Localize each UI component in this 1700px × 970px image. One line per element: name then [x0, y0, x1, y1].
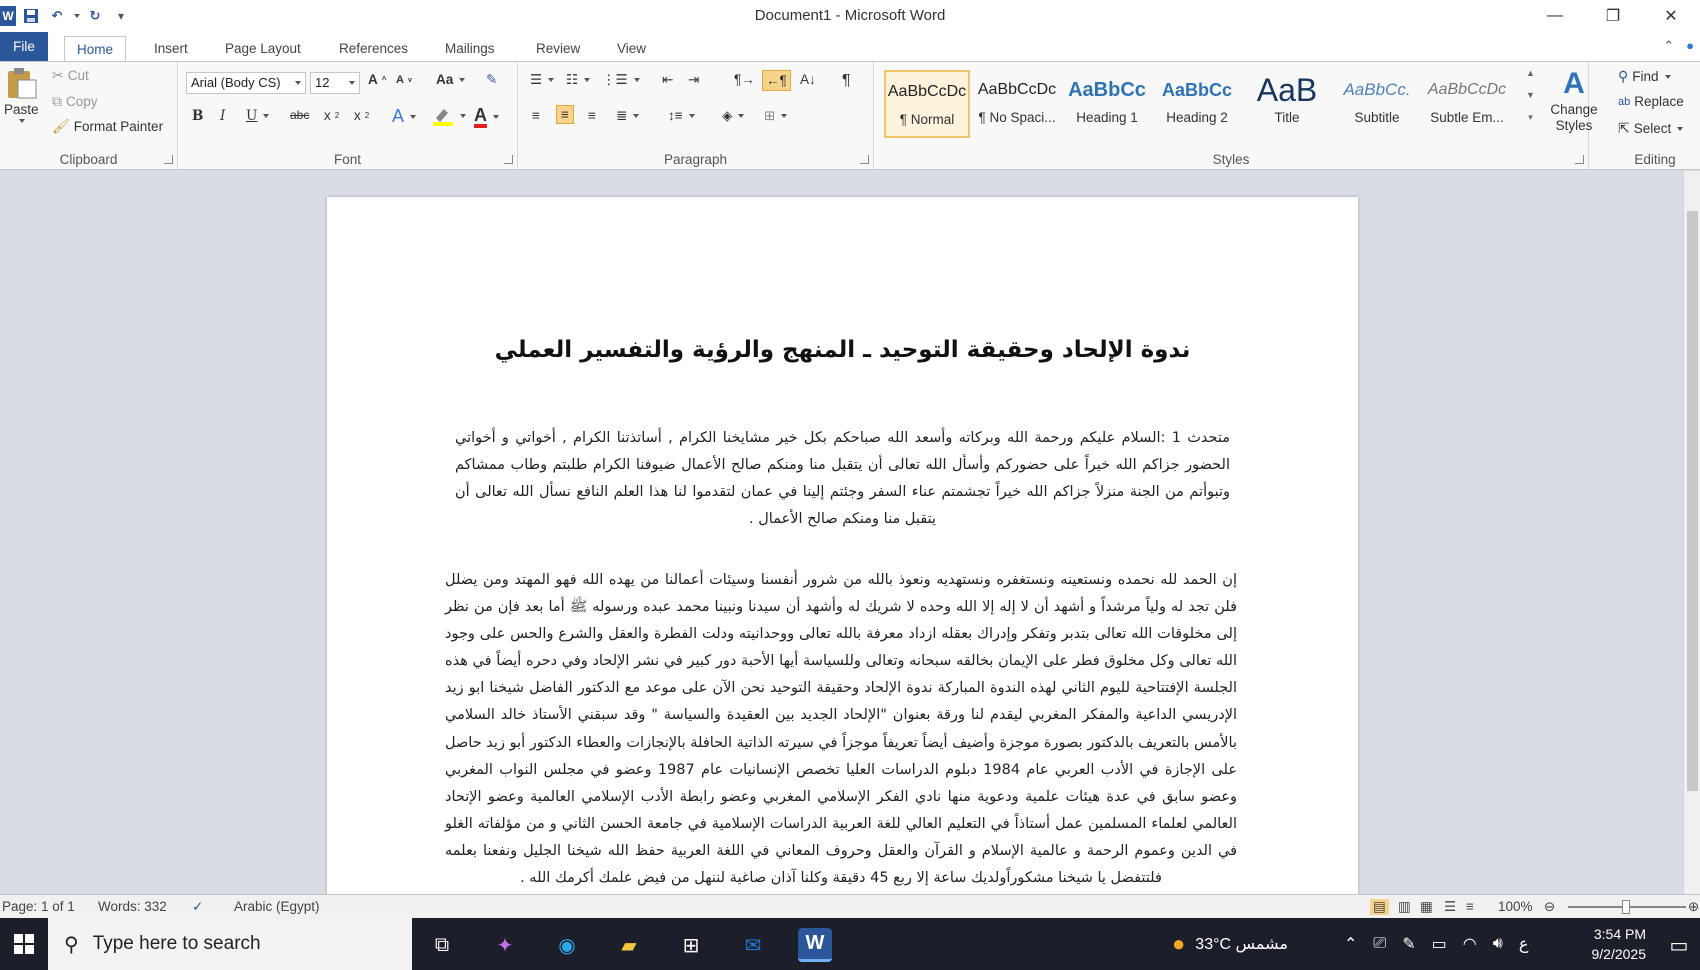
zoom-out-icon[interactable]: ⊖ [1544, 899, 1556, 914]
font-name-value: Arial (Body CS) [191, 75, 281, 90]
tab-mailings[interactable]: Mailings [445, 41, 495, 56]
language-indicator[interactable]: Arabic (Egypt) [234, 899, 320, 914]
select-button[interactable] [1618, 120, 1683, 137]
outline-icon[interactable]: ☰ [1444, 899, 1457, 914]
numbering-icon[interactable]: ☷ [566, 72, 590, 88]
decrease-indent-icon[interactable]: ⇤ [662, 72, 674, 87]
battery-icon[interactable]: ▭ [1431, 936, 1447, 953]
sun-icon: ● [1172, 931, 1186, 956]
ribbon [0, 61, 1700, 170]
highlight-icon[interactable] [432, 106, 466, 126]
style-name: Title [1274, 110, 1300, 125]
font-size-combo[interactable] [310, 72, 360, 94]
styles-group-label: Styles [1212, 152, 1250, 167]
zoom-slider-thumb[interactable] [1622, 900, 1630, 914]
sort-icon[interactable]: A↓ [800, 72, 816, 87]
styles-gallery-scroll[interactable] [1526, 68, 1535, 123]
word-count[interactable]: Words: 332 [98, 899, 167, 914]
copy-label: Copy [66, 94, 98, 109]
chevron-down-icon [295, 81, 301, 85]
clipboard-launcher-icon[interactable] [164, 155, 173, 164]
styles-launcher-icon[interactable] [1575, 155, 1584, 164]
shading-icon[interactable]: ◈ [722, 108, 744, 124]
outlook-icon[interactable]: ✉ [744, 934, 762, 957]
document-page[interactable] [327, 197, 1358, 894]
align-center-icon[interactable]: ≡ [556, 105, 574, 124]
justify-icon[interactable]: ≣ [616, 108, 639, 124]
bullets-icon[interactable]: ☰ [530, 72, 554, 88]
change-styles-button[interactable] [1544, 66, 1604, 134]
word-taskbar-icon[interactable]: W [798, 928, 832, 962]
wifi-icon[interactable]: ◠ [1462, 936, 1477, 953]
copy-button[interactable] [52, 93, 98, 110]
scrollbar-thumb[interactable] [1687, 211, 1698, 791]
paste-label: Paste [4, 102, 39, 117]
style-normal[interactable] [884, 70, 970, 138]
vertical-scrollbar[interactable] [1683, 171, 1700, 894]
editing-group-label: Editing [1634, 152, 1676, 167]
find-button[interactable] [1618, 68, 1671, 85]
file-explorer-icon[interactable]: ▰ [621, 934, 637, 957]
format-painter-label: Format Painter [73, 119, 164, 134]
clock-date: 9/2/2025 [1591, 946, 1646, 962]
page-count[interactable]: Page: 1 of 1 [2, 899, 75, 914]
underline-icon[interactable]: U [246, 108, 269, 124]
style-heading-2[interactable] [1154, 70, 1240, 138]
input-language[interactable]: ع [1518, 936, 1529, 953]
style-sample: AaB [1256, 72, 1318, 108]
align-left-icon[interactable]: ≡ [532, 108, 540, 123]
paragraph-group [518, 62, 874, 170]
copilot-icon[interactable]: ✦ [496, 934, 514, 957]
search-icon: ⚲ [64, 933, 79, 956]
rtl-paragraph-icon[interactable]: ←¶ [762, 70, 791, 91]
web-layout-icon[interactable]: ▦ [1420, 899, 1433, 914]
proofing-icon[interactable]: ✓ [192, 899, 204, 914]
paintbrush-icon: 🖌 [52, 118, 70, 134]
styles-group [874, 62, 1598, 170]
document-heading[interactable]: ندوة الإلحاد وحقيقة التوحيد ـ المنهج والرؤية والتفسير العملي [494, 337, 1191, 363]
replace-label: Replace [1634, 94, 1684, 109]
document-paragraph-1[interactable]: متحدث 1 :السلام عليكم ورحمة الله وبركاته وأسعد الله صباحكم بكل خير مشايخنا الكرام , أساتذتنا الكرام , أخواتي و أخواتي الحضور جزاكم الله خيراً على حضوركم وأسأل الله تعالى أن يتقبل منا ومنكم صالح الأعمال ضيوفنا الكرام طلبتم وطاب ممشاكم وتبوأتم من الجنة منزلاً جزاكم الله خيراً تجشمتم عناء السفر وجئتم إلينا في عمان لتقدموا لنا هذا العلم النافع نسأل الله تعالى أن يتقبل منا ومنكم صالح الأعمال . [455, 430, 1230, 527]
style-name: Subtitle [1354, 110, 1400, 125]
style-name: Subtle Em... [1430, 110, 1504, 125]
editing-group [1610, 62, 1700, 170]
redo-icon[interactable]: ↻ [89, 8, 101, 23]
cut-button[interactable] [52, 67, 89, 84]
clock[interactable] [1592, 924, 1647, 964]
font-group-label: Font [333, 152, 361, 167]
chevron-down-icon [349, 81, 355, 85]
more-styles-icon[interactable]: ▾ [1528, 112, 1533, 122]
font-color-icon[interactable]: A [474, 106, 499, 128]
cut-label: Cut [67, 68, 89, 83]
microsoft-store-icon[interactable]: ⊞ [682, 934, 700, 957]
print-layout-icon[interactable]: ▤ [1370, 899, 1389, 915]
chevron-up-icon[interactable]: ▲ [1526, 68, 1535, 78]
word-app-icon[interactable]: W [0, 6, 16, 26]
binoculars-icon: ⚲ [1618, 68, 1629, 84]
replace-button[interactable] [1618, 94, 1684, 109]
customize-qat-icon[interactable]: ▾ [117, 9, 125, 23]
grow-font-icon[interactable]: A ^ [368, 72, 387, 87]
paste-icon [4, 66, 38, 100]
search-placeholder: Type here to search [92, 933, 261, 954]
document-paragraph-2[interactable]: إن الحمد لله نحمده ونستعينه ونستغفره ونستهديه ونعوذ بالله من شرور أنفسنا وسيئات أعمالنا من يهده الله فهو المهتد ومن يضلل فلن تجد له ولياً مرشداً و أشهد أن لا إله إلا الله وحده لا شريك له وأشهد أن سيدنا ونبينا محمد عبده ورسوله ﷺ أما بعد فإن من نظر إلى مخلوقات الله تعالى بتدبر وتفكر وإدراك بعقله ازداد معرفة بالله تعالى ووحدانيته ودلت الفطرة والعقل والشرع والحس على وجود الله تعالى وكل مخلوق فطر على الإيمان بخالقه سبحانه وتعالى وللسياسة أيها الأحبة دور كبير في نشر الإلحاد وفي دحره أيضاً في هذه الجلسة الإفتتاحية لليوم الثاني لهذه الندوة المباركة ندوة الإلحاد وحقيقة التوحيد نحن الآن على موعد مع الدكتور الفاضل شيخنا ابو زيد الإدريسي الداعية والمفكر المغربي ليقدم لنا ورقة بعنوان "الإلحاد الجديد بين العقيدة والسياسة " وقد سبقني الأستاذ خالد السلامي بالأمس بالتعريف بالدكتور بصورة موجزة وأضيف أيضاً تعريفاً موجزاً في سيرته الذاتية الحافلة بالإنجازات والعطاء الدكتور أبو زيد حاصل على الإجازة في الأدب العربي عام 1984 دبلوم الدراسات العليا تخصص الإنسانيات عام 1987 وعضو في مجلس النواب المغربي وعضو سابق في عدة هيئات علمية ودعوية منها نادي الفكر الإسلامي المغربي وعضو رابطة الأدب الإسلامي العالمية وعضو الإتحاد العالمي لعلماء المسلمين عمل أستاذاً في التعليم العالي للغة العربية الدراسات الإسلامية في جامعة الحسن الثاني و من مؤلفاته الغلو في الدين وعموم الرحمة و عالمية الإسلام و القرآن والعقل وحروف المعاني في اللغة العربية حفظ الله شيخنا الجليل ونفعنا بعلمه فلتتفضل يا شيخنا مشكوراًولديك ساعة إلا ربع 45 دقيقة وكلنا آذان صاغية لننهل من فيض علمك أكرمك الله . [445, 572, 1237, 887]
font-launcher-icon[interactable] [504, 155, 513, 164]
style-name: Heading 2 [1166, 110, 1228, 125]
chevron-down-icon[interactable]: ▼ [1526, 90, 1535, 100]
change-styles-label: Change Styles [1550, 102, 1598, 133]
show-formatting-marks-icon[interactable]: ¶ [842, 72, 851, 89]
status-bar [0, 894, 1700, 918]
notifications-icon[interactable]: ▭ [1669, 934, 1689, 957]
multilevel-list-icon[interactable]: ⋮☰ [602, 72, 640, 88]
minimize-icon[interactable]: — [1547, 7, 1563, 24]
full-screen-reading-icon[interactable]: ▥ [1398, 899, 1411, 914]
undo-icon[interactable]: ↶ [51, 8, 63, 23]
subscript-icon[interactable]: x 2 [324, 108, 340, 123]
text-effects-icon[interactable]: A [392, 106, 416, 127]
system-tray [1344, 918, 1528, 970]
style-sample: AaBbCcDc [1427, 81, 1507, 98]
font-size-value: 12 [315, 75, 330, 90]
cursor-icon: ⇱ [1618, 120, 1630, 136]
style-subtitle[interactable] [1334, 70, 1420, 138]
style-name: ¶ No Spaci... [978, 110, 1056, 125]
task-view-icon[interactable]: ⧉ [434, 933, 450, 956]
find-label: Find [1632, 69, 1659, 84]
paragraph-launcher-icon[interactable] [860, 155, 869, 164]
style-sample: AaBbCcDc [977, 81, 1057, 98]
tab-references[interactable]: References [339, 41, 409, 56]
restore-icon[interactable]: ❐ [1605, 8, 1621, 25]
style-name: Heading 1 [1076, 110, 1138, 125]
clock-time: 3:54 PM [1593, 926, 1646, 942]
paste-button[interactable] [4, 66, 39, 123]
minimize-ribbon-icon[interactable]: ⌃ [1663, 38, 1675, 53]
superscript-icon[interactable]: x 2 [354, 108, 370, 123]
pen-menu-icon[interactable]: ✎ [1402, 936, 1416, 953]
increase-indent-icon[interactable]: ⇥ [688, 72, 700, 87]
strikethrough-icon[interactable]: abc [290, 108, 310, 122]
bold-icon[interactable]: B [192, 108, 204, 124]
tab-view[interactable]: View [617, 41, 647, 56]
zoom-in-icon[interactable]: ⊕ [1688, 899, 1700, 914]
ribbon-tabs [0, 32, 1700, 62]
paragraph-group-label: Paragraph [663, 152, 728, 167]
weather-widget[interactable] [1172, 918, 1288, 970]
close-icon[interactable]: ✕ [1664, 8, 1678, 25]
windows-start-icon[interactable] [0, 918, 48, 970]
chevron-up-icon[interactable]: ⌃ [1344, 936, 1358, 953]
volume-icon[interactable]: 🔊︎ [1492, 935, 1503, 952]
tab-home[interactable]: Home [64, 36, 126, 62]
borders-icon[interactable]: ⊞ [764, 108, 787, 124]
shrink-font-icon[interactable]: A v [396, 74, 412, 86]
format-painter-button[interactable] [52, 118, 163, 135]
document-area [0, 171, 1700, 894]
align-right-icon[interactable]: ≡ [588, 108, 596, 123]
style-subtle-emphasis[interactable] [1424, 70, 1510, 138]
change-styles-icon: A [1563, 67, 1585, 100]
scissors-icon: ✂ [52, 67, 64, 83]
style-sample: AaBbCc [1161, 80, 1232, 100]
style-sample: AaBbCc [1068, 79, 1146, 101]
clear-formatting-icon[interactable]: ✎ [486, 72, 498, 87]
line-spacing-icon[interactable]: ↕≡ [668, 108, 695, 123]
font-name-combo[interactable] [186, 72, 306, 94]
font-group [178, 62, 518, 170]
change-case-icon[interactable]: Aa [436, 72, 465, 87]
style-name: ¶ Normal [899, 112, 955, 127]
edge-browser-icon[interactable]: ◉ [558, 934, 576, 957]
style-heading-1[interactable] [1064, 70, 1150, 138]
taskbar-search-box[interactable] [48, 918, 412, 970]
draft-icon[interactable]: ≡ [1466, 899, 1474, 914]
tab-insert[interactable]: Insert [154, 41, 188, 56]
paste-dropdown-icon[interactable] [19, 119, 25, 123]
style-title[interactable] [1244, 70, 1330, 138]
tab-file[interactable]: File [0, 32, 48, 62]
select-label: Select [1633, 121, 1672, 136]
italic-icon[interactable]: I [220, 108, 226, 124]
weather-text: 33°C مشمس [1195, 936, 1288, 953]
clipboard-group [0, 62, 178, 170]
ribbon-controls [1663, 38, 1694, 54]
copy-icon: ⧉ [52, 93, 62, 109]
meet-now-icon[interactable]: ⎚ [1373, 935, 1387, 952]
help-icon[interactable]: ● [1686, 38, 1694, 53]
window-controls [1526, 0, 1700, 32]
tab-review[interactable]: Review [536, 41, 581, 56]
style-no-spacing[interactable] [974, 70, 1060, 138]
ltr-paragraph-icon[interactable]: ¶→ [734, 72, 755, 87]
style-sample: AaBbCcDc [887, 83, 967, 100]
window-title: Document1 - Microsoft Word [754, 7, 946, 24]
tab-page-layout[interactable]: Page Layout [225, 41, 301, 56]
replace-icon: ab [1618, 95, 1631, 108]
clipboard-group-label: Clipboard [59, 152, 118, 167]
style-sample: AaBbCc. [1343, 80, 1411, 99]
title-bar [0, 0, 1700, 32]
taskbar [0, 918, 1700, 970]
zoom-level[interactable]: 100% [1498, 899, 1533, 914]
